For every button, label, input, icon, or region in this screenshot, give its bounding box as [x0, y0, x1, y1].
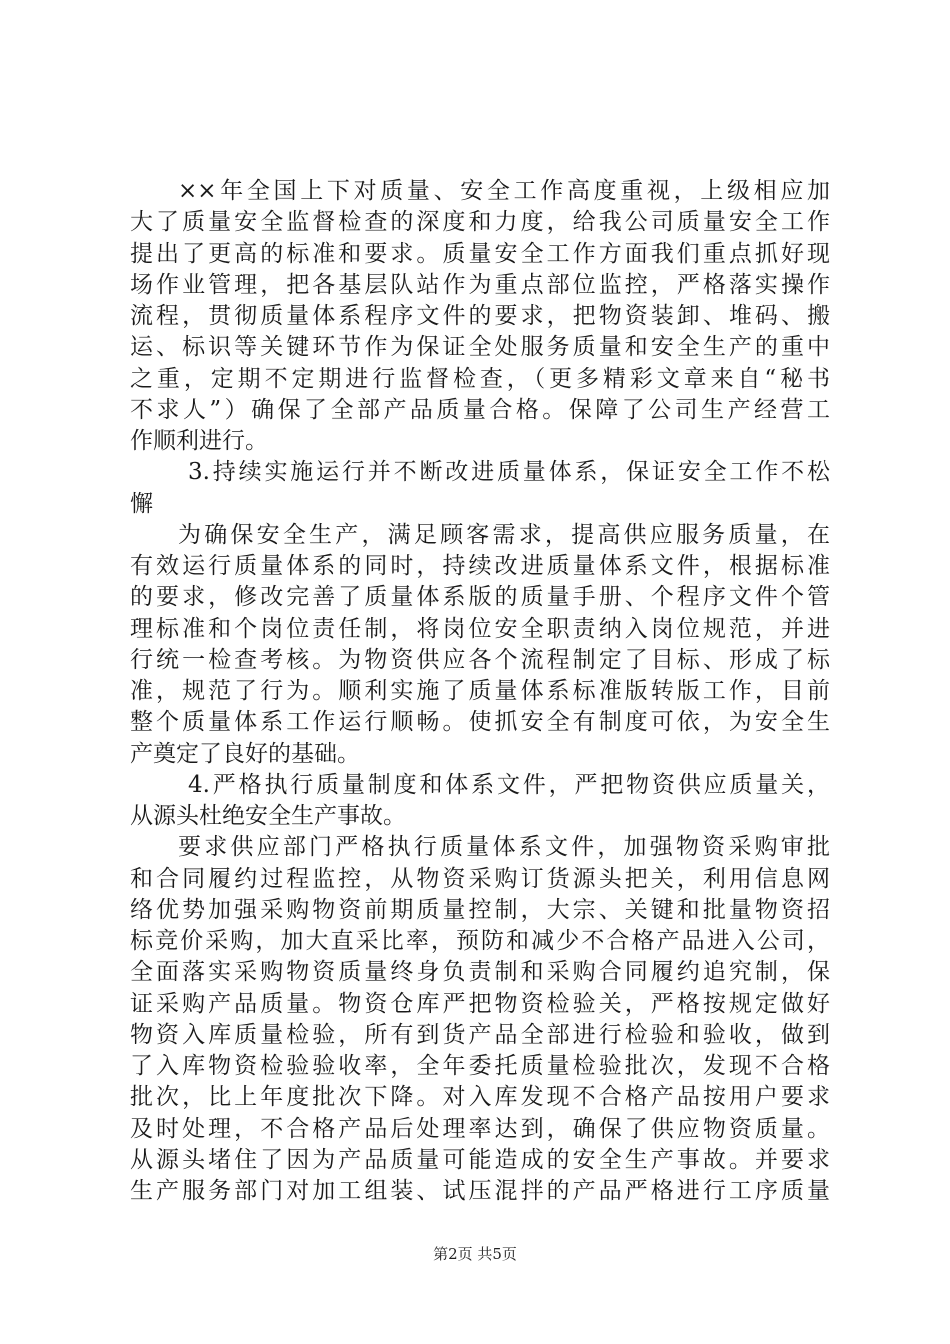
text-line: 作顺利进行。 — [130, 428, 268, 454]
text-line: 及时处理，不合格产品后处理率达到，确保了供应物资质量。 — [130, 1115, 830, 1142]
text-line: 物资入库质量检验，所有到货产品全部进行检验和验收，做到 — [130, 1021, 830, 1048]
text-line: 络优势加强采购物资前期质量控制，大宗、关键和批量物资招 — [130, 896, 830, 923]
section-heading-line: 4.严格执行质量制度和体系文件，严把物资供应质量关， — [188, 771, 830, 798]
text-line: 流程，贯彻质量体系程序文件的要求，把物资装卸、堆码、搬 — [130, 303, 830, 329]
text-line: 之重，定期不定期进行监督检查，（更多精彩文章来自“秘书 — [130, 365, 830, 392]
text-line: 和合同履约过程监控，从物资采购订货源头把关，利用信息网 — [130, 865, 830, 892]
text-line: 有效运行质量体系的同时，持续改进质量体系文件，根据标准 — [130, 553, 830, 579]
text-line: 为确保安全生产，满足顾客需求，提高供应服务质量，在 — [178, 521, 830, 548]
text-line: 产奠定了良好的基础。 — [130, 740, 360, 767]
text-line: 运、标识等关键环节作为保证全处服务质量和安全生产的重中 — [130, 334, 830, 361]
text-line: 证采购产品质量。物资仓库严把物资检验关，严格按规定做好 — [130, 990, 830, 1017]
section-heading-line: 懈 — [130, 490, 153, 517]
page-number-footer: 第2页 共5页 — [433, 1245, 517, 1263]
text-line: 行统一检查考核。为物资供应各个流程制定了目标、形成了标 — [130, 646, 830, 673]
text-line: 了入库物资检验验收率，全年委托质量检验批次，发现不合格 — [130, 1053, 830, 1079]
text-line: 的要求，修改完善了质量体系版的质量手册、个程序文件个管 — [130, 584, 830, 611]
text-line: 要求供应部门严格执行质量体系文件，加强物资采购审批 — [178, 834, 830, 861]
text-line: 不求人”）确保了全部产品质量合格。保障了公司生产经营工 — [130, 396, 830, 423]
text-line: 全面落实采购物资质量终身负责制和采购合同履约追究制，保 — [130, 959, 830, 986]
text-line: 整个质量体系工作运行顺畅。使抓安全有制度可依，为安全生 — [130, 709, 830, 736]
text-line: 批次，比上年度批次下降。对入库发现不合格产品按用户要求 — [130, 1084, 830, 1111]
text-line: 提出了更高的标准和要求。质量安全工作方面我们重点抓好现 — [130, 240, 830, 267]
text-line: ××年全国上下对质量、安全工作高度重视，上级相应加 — [178, 178, 830, 204]
text-line: 场作业管理，把各基层队站作为重点部位监控，严格落实操作 — [130, 271, 830, 298]
section-heading-line: 从源头杜绝安全生产事故。 — [130, 803, 406, 829]
text-line: 生产服务部门对加工组装、试压混拌的产品严格进行工序质量 — [130, 1178, 830, 1204]
document-body — [130, 176, 830, 1207]
text-line: 理标准和个岗位责任制，将岗位安全职责纳入岗位规范，并进 — [130, 615, 830, 642]
section-heading-line: 3.持续实施运行并不断改进质量体系，保证安全工作不松 — [188, 459, 830, 486]
text-line: 准，规范了行为。顺利实施了质量体系标准版转版工作，目前 — [130, 678, 830, 704]
text-line: 标竞价采购，加大直采比率，预防和减少不合格产品进入公司， — [130, 928, 830, 954]
text-line: 从源头堵住了因为产品质量可能造成的安全生产事故。并要求 — [130, 1146, 830, 1173]
text-line: 大了质量安全监督检查的深度和力度，给我公司质量安全工作 — [130, 209, 830, 236]
